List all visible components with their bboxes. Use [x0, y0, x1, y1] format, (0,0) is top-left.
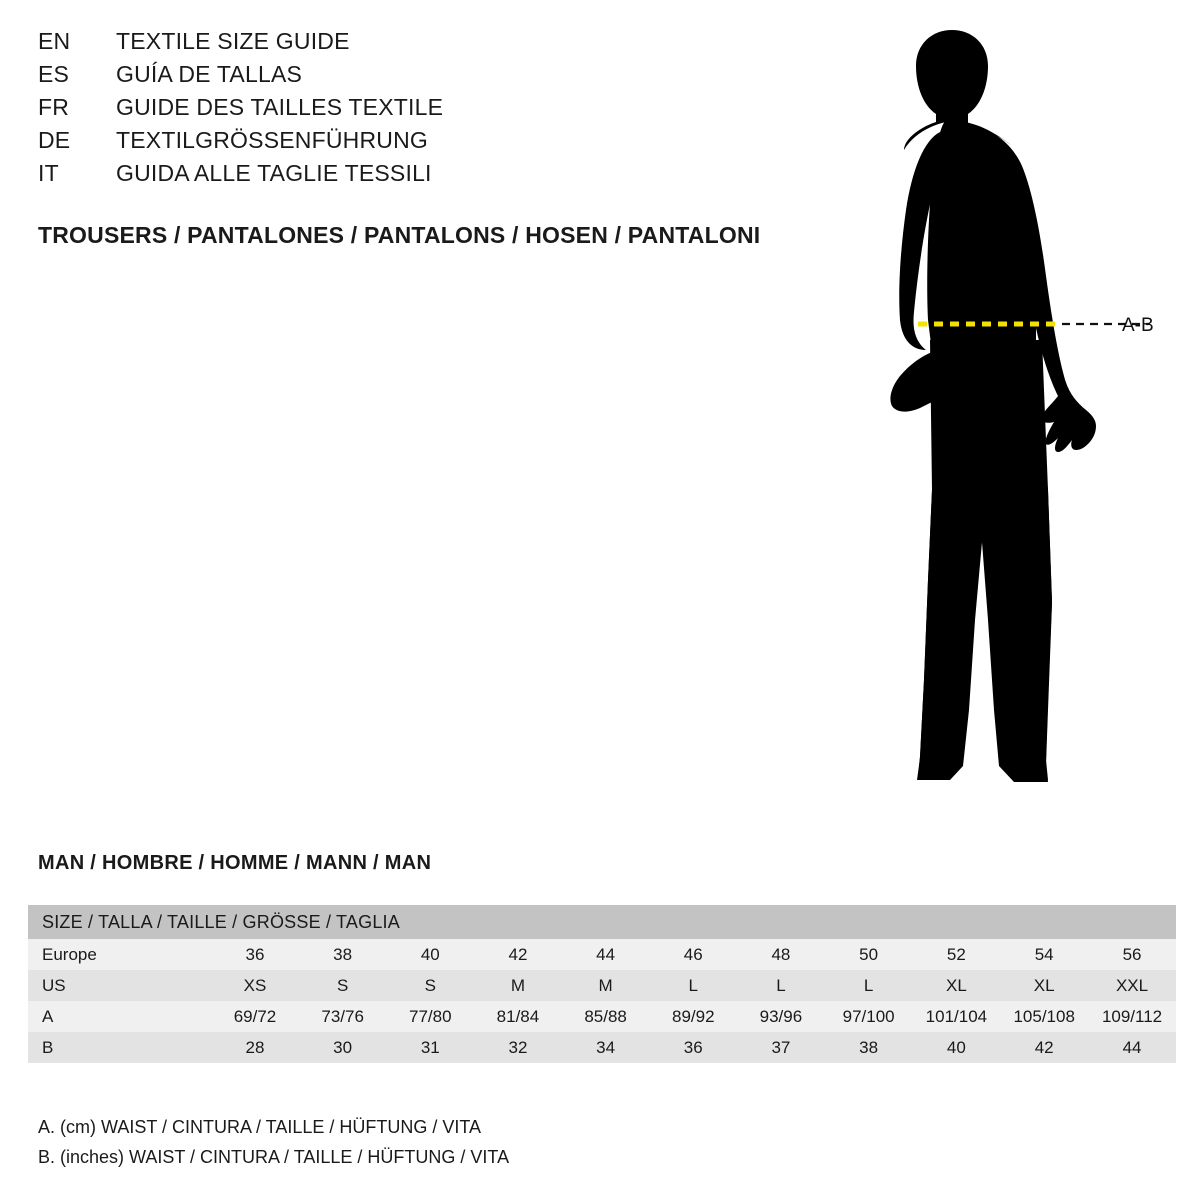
language-text-es: GUÍA DE TALLAS [116, 61, 303, 87]
language-list [38, 28, 798, 193]
language-text-en: TEXTILE SIZE GUIDE [116, 28, 350, 54]
size-table [28, 905, 1176, 1063]
cell-europe-0: 36 [211, 939, 299, 970]
cell-us-3: M [474, 970, 562, 1001]
cell-b-10: 44 [1088, 1032, 1176, 1063]
language-code-en: EN [38, 28, 71, 54]
table-row [28, 970, 1176, 1001]
cell-europe-3: 42 [474, 939, 562, 970]
table-row [28, 1001, 1176, 1032]
row-label-a: A [28, 1001, 211, 1032]
cell-europe-6: 48 [737, 939, 825, 970]
cell-europe-7: 50 [825, 939, 913, 970]
measurement-label-ab: A-B [1122, 315, 1154, 336]
language-text-it: GUIDA ALLE TAGLIE TESSILI [116, 160, 432, 186]
cell-a-5: 89/92 [649, 1001, 737, 1032]
cell-us-7: L [825, 970, 913, 1001]
cell-a-3: 81/84 [474, 1001, 562, 1032]
footnotes [38, 1112, 509, 1172]
cell-b-3: 32 [474, 1032, 562, 1063]
table-header-label: SIZE / TALLA / TAILLE / GRÖSSE / TAGLIA [28, 905, 1176, 939]
cell-a-10: 109/112 [1088, 1001, 1176, 1032]
silhouette-figure [800, 20, 1200, 810]
silhouette-body [890, 30, 1096, 782]
cell-b-9: 42 [1000, 1032, 1088, 1063]
footnote-a: A. (cm) WAIST / CINTURA / TAILLE / HÜFTUNG / VITA [38, 1117, 482, 1137]
language-code-it: IT [38, 160, 59, 186]
cell-us-5: L [649, 970, 737, 1001]
cell-us-0: XS [211, 970, 299, 1001]
cell-a-1: 73/76 [299, 1001, 387, 1032]
language-text-de: TEXTILGRÖSSENFÜHRUNG [116, 127, 428, 153]
table-header-row [28, 905, 1176, 939]
cell-us-9: XL [1000, 970, 1088, 1001]
cell-a-2: 77/80 [386, 1001, 474, 1032]
cell-a-9: 105/108 [1000, 1001, 1088, 1032]
language-row-de [38, 127, 798, 160]
cell-b-6: 37 [737, 1032, 825, 1063]
cell-us-4: M [562, 970, 650, 1001]
table-heading-man: MAN / HOMBRE / HOMME / MANN / MAN [38, 852, 432, 874]
table-row [28, 1032, 1176, 1063]
table-row [28, 939, 1176, 970]
cell-b-0: 28 [211, 1032, 299, 1063]
row-label-b: B [28, 1032, 211, 1063]
cell-us-6: L [737, 970, 825, 1001]
cell-b-1: 30 [299, 1032, 387, 1063]
cell-europe-9: 54 [1000, 939, 1088, 970]
cell-b-7: 38 [825, 1032, 913, 1063]
garment-type-title: TROUSERS / PANTALONES / PANTALONS / HOSEN / PANTALONI [38, 222, 761, 248]
language-row-fr [38, 94, 798, 127]
row-label-us: US [28, 970, 211, 1001]
cell-europe-5: 46 [649, 939, 737, 970]
cell-b-2: 31 [386, 1032, 474, 1063]
cell-us-2: S [386, 970, 474, 1001]
cell-a-7: 97/100 [825, 1001, 913, 1032]
cell-us-10: XXL [1088, 970, 1176, 1001]
cell-europe-4: 44 [562, 939, 650, 970]
cell-europe-1: 38 [299, 939, 387, 970]
language-row-en [38, 28, 798, 61]
cell-europe-10: 56 [1088, 939, 1176, 970]
language-row-es [38, 61, 798, 94]
cell-us-1: S [299, 970, 387, 1001]
cell-a-8: 101/104 [912, 1001, 1000, 1032]
language-row-it [38, 160, 798, 193]
row-label-europe: Europe [28, 939, 211, 970]
cell-a-0: 69/72 [211, 1001, 299, 1032]
language-code-fr: FR [38, 94, 70, 120]
cell-europe-2: 40 [386, 939, 474, 970]
cell-a-6: 93/96 [737, 1001, 825, 1032]
cell-b-5: 36 [649, 1032, 737, 1063]
cell-europe-8: 52 [912, 939, 1000, 970]
cell-b-8: 40 [912, 1032, 1000, 1063]
footnote-b: B. (inches) WAIST / CINTURA / TAILLE / HÜFTUNG / VITA [38, 1147, 510, 1167]
language-code-de: DE [38, 127, 71, 153]
cell-us-8: XL [912, 970, 1000, 1001]
cell-b-4: 34 [562, 1032, 650, 1063]
cell-a-4: 85/88 [562, 1001, 650, 1032]
language-code-es: ES [38, 61, 70, 87]
language-text-fr: GUIDE DES TAILLES TEXTILE [116, 94, 444, 120]
